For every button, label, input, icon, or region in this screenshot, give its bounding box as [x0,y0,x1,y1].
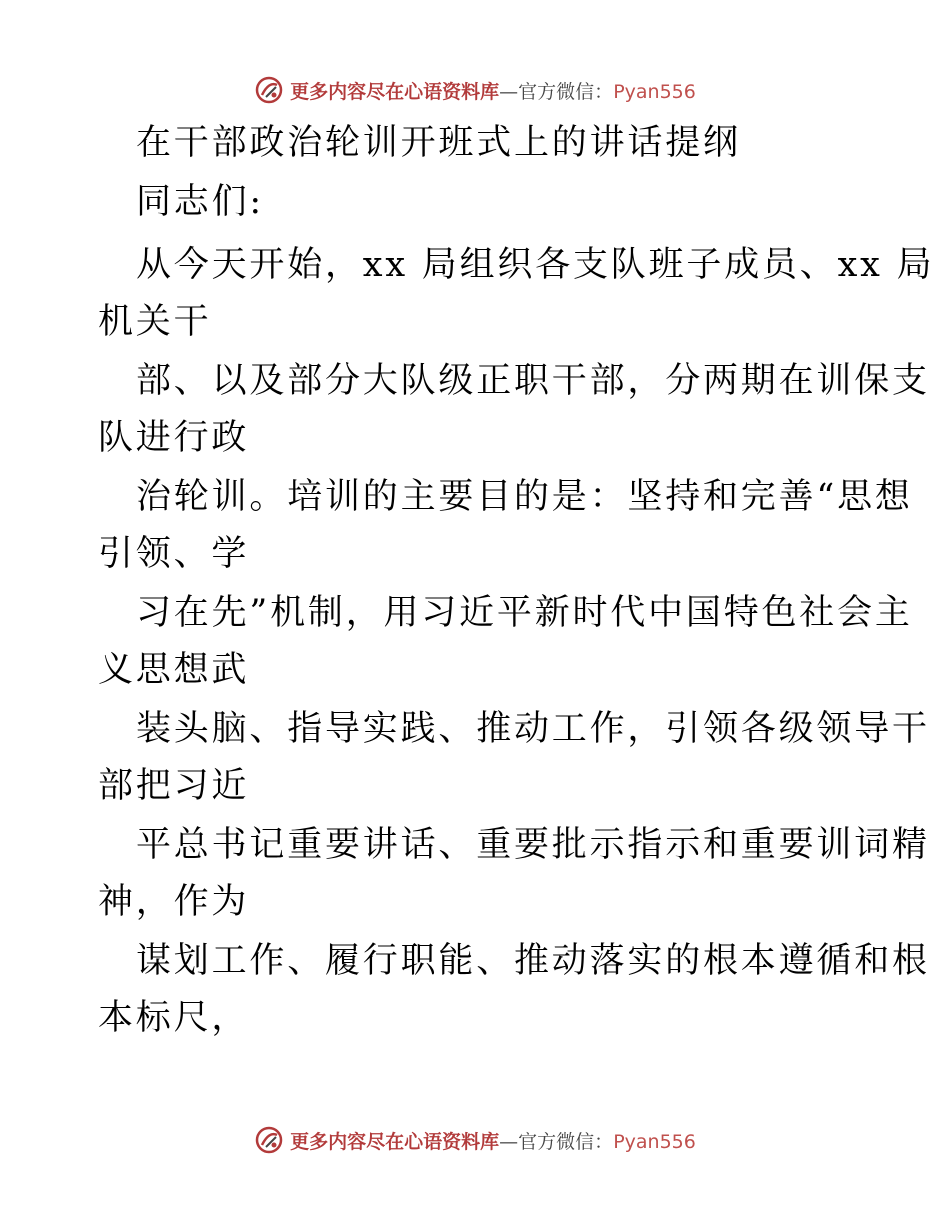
banner-separator: — [499,1130,519,1153]
banner-main-text: 更多内容尽在心语资料库 [290,1130,500,1153]
paragraph-line: 谋划工作、履行职能、推动落实的根本遵循和根 [136,941,930,981]
document-title: 在干部政治轮训开班式上的讲话提纲 [136,123,741,163]
paragraph-line: 装头脑、指导实践、推动工作，引领各级领导干 [136,709,930,749]
paragraph-line: 部把习近 [98,766,250,806]
header-banner [0,70,950,110]
paragraph-line: 引领、学 [98,534,250,574]
brand-logo-icon [254,75,284,105]
banner-wechat-id: Pyan556 [613,80,696,103]
paragraph-line: 习在先”机制，用习近平新时代中国特色社会主 [136,593,913,633]
banner-text [290,1127,696,1154]
paragraph-line: 义思想武 [98,650,250,690]
greeting: 同志们: [136,182,264,222]
brand-logo-icon [254,1125,284,1155]
banner-main-text: 更多内容尽在心语资料库 [290,80,500,103]
paragraph-line: 从今天开始，xx 局组织各支队班子成员、xx 局 [136,245,935,285]
footer-banner [0,1120,950,1160]
banner-wechat-id: Pyan556 [613,1130,696,1153]
paragraph-line: 治轮训。培训的主要目的是：坚持和完善“思想 [136,477,913,517]
paragraph-line: 神，作为 [98,882,250,922]
paragraph-line: 平总书记重要讲话、重要批示指示和重要训词精 [136,825,930,865]
banner-wechat-label: 官方微信： [518,1130,614,1153]
paragraph-line: 本标尺， [98,998,250,1038]
paragraph-line: 队进行政 [98,418,250,458]
banner-text [290,77,696,104]
banner-separator: — [499,80,519,103]
paragraph-line: 机关干 [98,302,212,342]
paragraph-line: 部、以及部分大队级正职干部，分两期在训保支 [136,361,930,401]
banner-wechat-label: 官方微信： [518,80,614,103]
